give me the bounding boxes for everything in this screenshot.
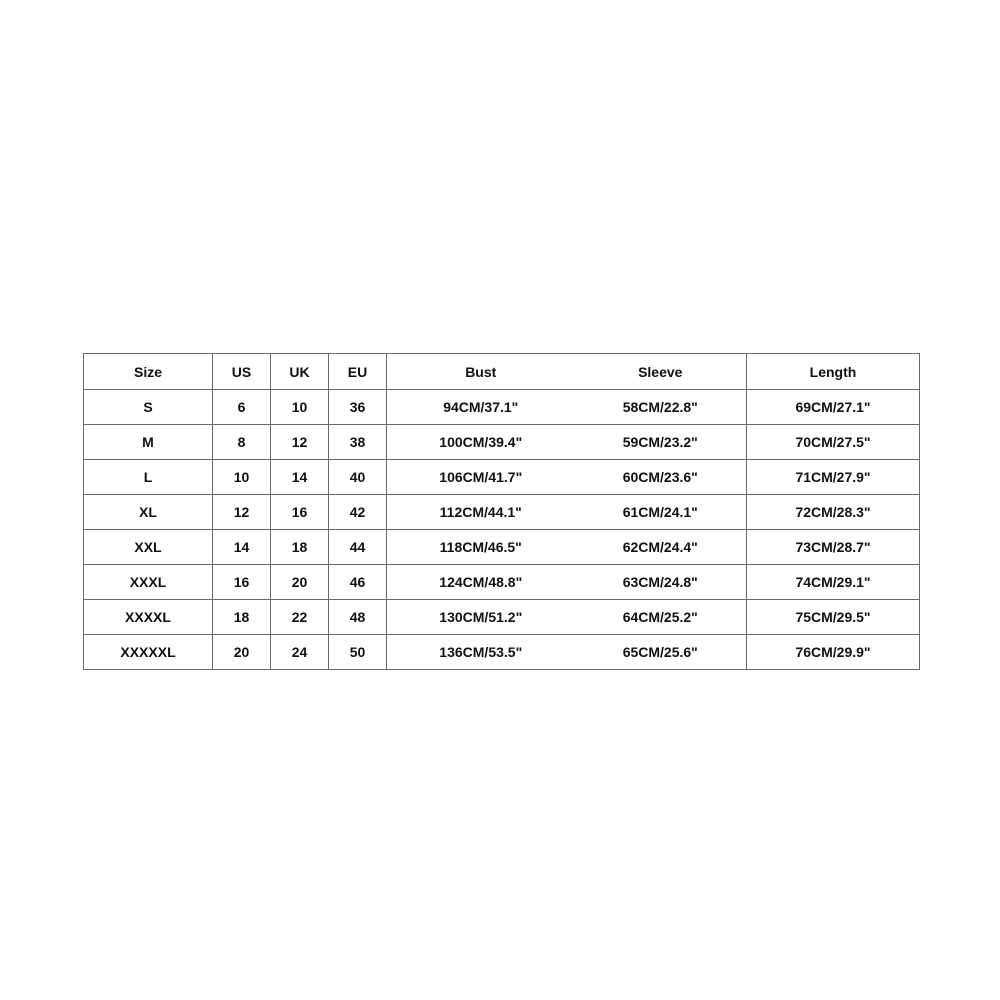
table-row [84,460,920,495]
cell-length: 71CM/27.9" [747,460,920,495]
cell-eu: 38 [329,425,387,460]
cell-length: 69CM/27.1" [747,390,920,425]
cell-uk: 10 [271,390,329,425]
cell-uk: 14 [271,460,329,495]
cell-us: 20 [213,635,271,670]
header-sleeve: Sleeve [575,354,747,390]
cell-eu: 46 [329,565,387,600]
size-chart-table [83,353,920,670]
cell-sleeve: 62CM/24.4" [575,530,747,565]
cell-eu: 42 [329,495,387,530]
cell-us: 14 [213,530,271,565]
size-chart-body [84,354,920,670]
cell-size: XXXXL [84,600,213,635]
header-eu: EU [329,354,387,390]
cell-sleeve: 59CM/23.2" [575,425,747,460]
header-size: Size [84,354,213,390]
cell-eu: 50 [329,635,387,670]
cell-sleeve: 60CM/23.6" [575,460,747,495]
cell-length: 70CM/27.5" [747,425,920,460]
header-uk: UK [271,354,329,390]
cell-uk: 18 [271,530,329,565]
cell-length: 74CM/29.1" [747,565,920,600]
cell-sleeve: 65CM/25.6" [575,635,747,670]
cell-us: 16 [213,565,271,600]
cell-size: M [84,425,213,460]
header-row [84,354,920,390]
cell-uk: 16 [271,495,329,530]
cell-bust: 136CM/53.5" [439,644,523,660]
cell-length: 72CM/28.3" [747,495,920,530]
cell-bust: 100CM/39.4" [387,425,575,460]
cell-size: S [84,390,213,425]
cell-uk: 12 [271,425,329,460]
cell-us: 6 [213,390,271,425]
cell-us: 8 [213,425,271,460]
cell-us: 18 [213,600,271,635]
cell-us: 10 [213,460,271,495]
cell-eu: 48 [329,600,387,635]
cell-eu: 36 [329,390,387,425]
cell-size: XXL [84,530,213,565]
table-row [84,635,920,670]
cell-uk: 24 [271,635,329,670]
cell-eu: 44 [329,530,387,565]
header-length: Length [747,354,920,390]
cell-bust: 112CM/44.1" [387,495,575,530]
cell-length: 76CM/29.9" [795,644,871,660]
cell-sleeve: 61CM/24.1" [575,495,747,530]
table-row [84,530,920,565]
cell-eu: 40 [329,460,387,495]
cell-size: L [84,460,213,495]
cell-sleeve: 64CM/25.2" [575,600,747,635]
table-row [84,390,920,425]
table-row [84,600,920,635]
cell-bust: 94CM/37.1" [387,390,575,425]
cell-uk: 20 [271,565,329,600]
cell-sleeve: 63CM/24.8" [575,565,747,600]
cell-size: XXXL [84,565,213,600]
cell-bust: 130CM/51.2" [387,600,575,635]
cell-bust: 124CM/48.8" [387,565,575,600]
table-row [84,495,920,530]
cell-length: 73CM/28.7" [747,530,920,565]
table-row [84,565,920,600]
cell-uk: 22 [271,600,329,635]
table-row [84,425,920,460]
cell-sleeve: 58CM/22.8" [575,390,747,425]
cell-size: XXXXXL [84,635,213,670]
cell-us: 12 [213,495,271,530]
cell-bust: 118CM/46.5" [387,530,575,565]
header-bust: Bust [387,354,575,390]
header-us: US [213,354,271,390]
cell-bust: 106CM/41.7" [387,460,575,495]
cell-size: XL [84,495,213,530]
cell-length: 75CM/29.5" [747,600,920,635]
